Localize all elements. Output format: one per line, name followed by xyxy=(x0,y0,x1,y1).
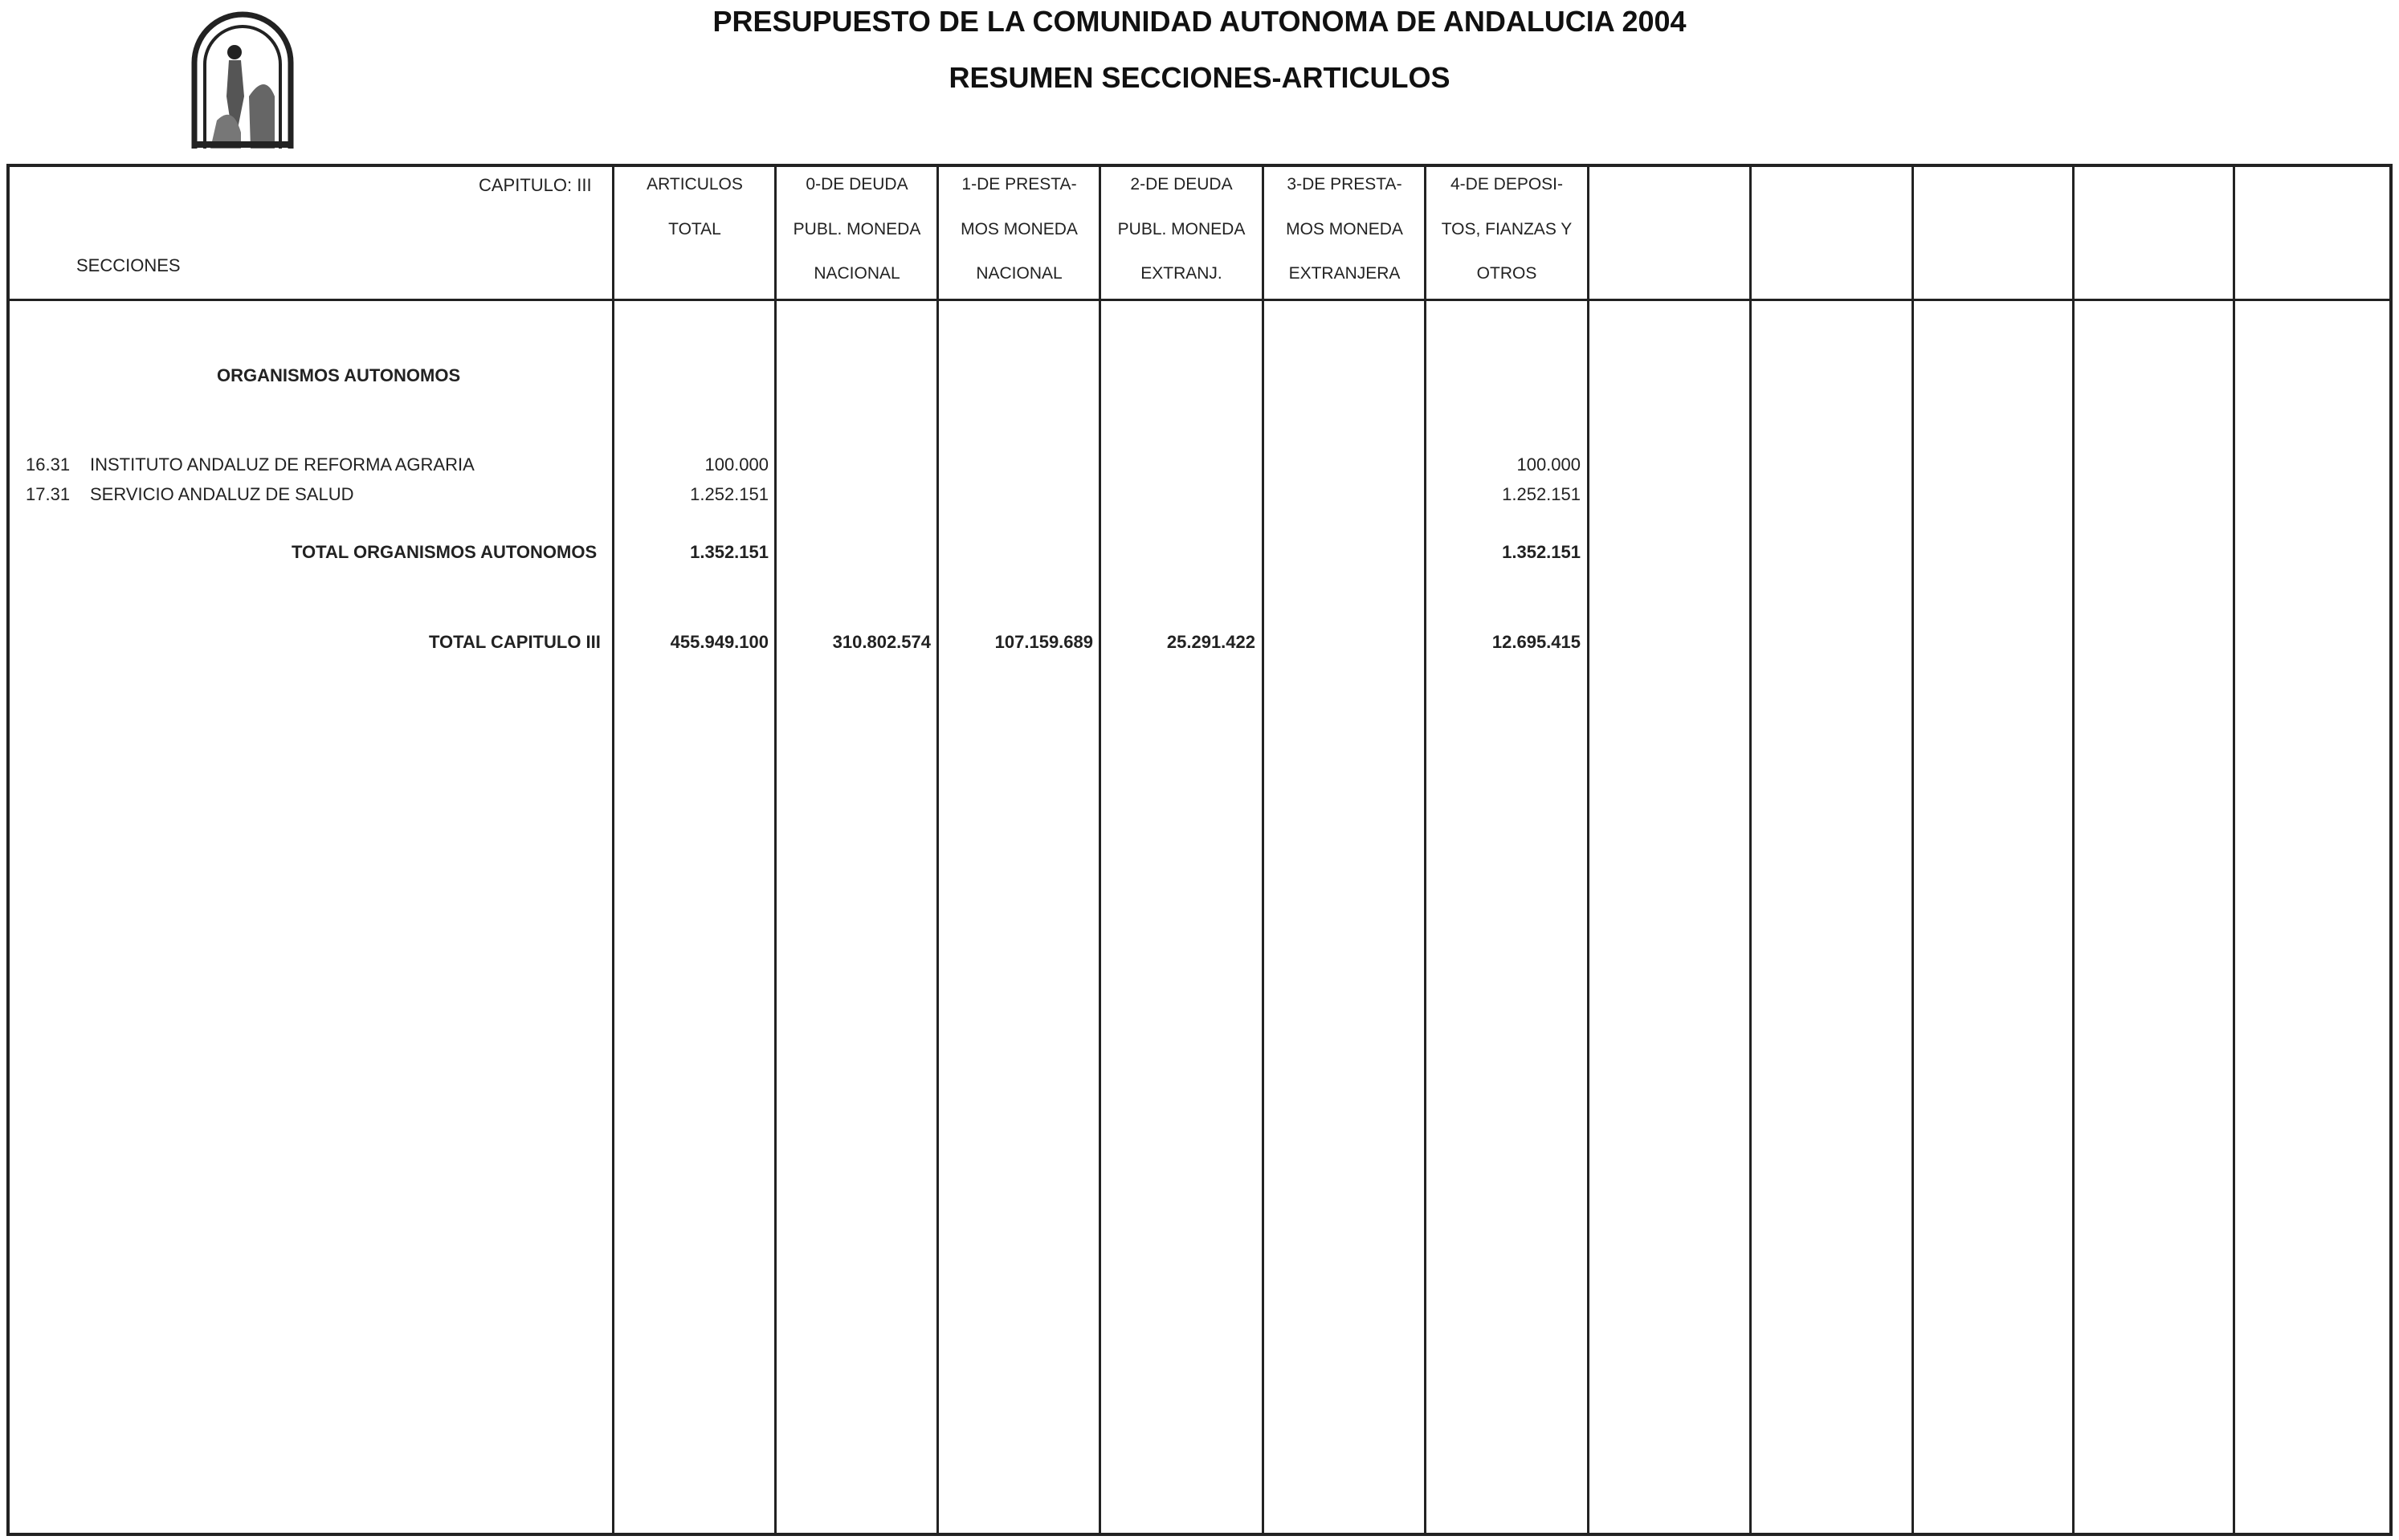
row-code: 16.31 xyxy=(26,454,71,475)
chapter-total-label: TOTAL CAPITULO III xyxy=(429,632,601,652)
chapter-total-c1: 107.159.689 xyxy=(994,632,1093,652)
chapter-total-c2: 25.291.422 xyxy=(1166,632,1255,652)
row-total: 100.000 xyxy=(704,454,769,475)
col-header-line2: TOS, FIANZAS Y xyxy=(1441,220,1573,238)
secciones-label: SECCIONES xyxy=(76,255,181,275)
row-code: 17.31 xyxy=(26,484,71,504)
column-divider xyxy=(1424,164,1426,1536)
column-divider xyxy=(936,164,939,1536)
col-header-line3: NACIONAL xyxy=(976,264,1063,283)
col-header-line1: 4-DE DEPOSI- xyxy=(1450,175,1564,194)
col-header-line1: 2-DE DEUDA xyxy=(1130,175,1233,194)
chapter-total-c0: 310.802.574 xyxy=(832,632,931,652)
column-divider xyxy=(612,164,614,1536)
row-name: INSTITUTO ANDALUZ DE REFORMA AGRARIA xyxy=(90,454,475,475)
col-header-line1: 0-DE DEUDA xyxy=(806,175,908,194)
column-divider xyxy=(1749,164,1752,1536)
header-divider xyxy=(6,299,2393,301)
row-c4: 100.000 xyxy=(1516,454,1581,475)
col-header-line2: PUBL. MONEDA xyxy=(793,220,921,238)
column-divider xyxy=(2072,164,2075,1536)
chapter-total-c4: 12.695.415 xyxy=(1491,632,1581,652)
col-header-line2: MOS MONEDA xyxy=(1286,220,1403,238)
column-divider xyxy=(1262,164,1264,1536)
group-total-label: TOTAL ORGANISMOS AUTONOMOS xyxy=(292,542,598,562)
row-c4: 1.252.151 xyxy=(1502,484,1581,504)
col-header-line1: 3-DE PRESTA- xyxy=(1287,175,1402,194)
col-header-line1: 1-DE PRESTA- xyxy=(961,175,1077,194)
col-header-line3: EXTRANJERA xyxy=(1288,264,1401,283)
row-total: 1.252.151 xyxy=(690,484,769,504)
row-name: SERVICIO ANDALUZ DE SALUD xyxy=(90,484,354,504)
col-header-line2: TOTAL xyxy=(668,220,721,238)
column-divider xyxy=(1911,164,1914,1536)
group-total-c4: 1.352.151 xyxy=(1502,542,1581,562)
column-divider xyxy=(1587,164,1589,1536)
col-header-line3: NACIONAL xyxy=(814,264,900,283)
col-header-line3: EXTRANJ. xyxy=(1140,264,1222,283)
column-divider xyxy=(774,164,777,1536)
chapter-total-value: 455.949.100 xyxy=(670,632,769,652)
page-subtitle: RESUMEN SECCIONES-ARTICULOS xyxy=(949,61,1450,94)
group-total-value: 1.352.151 xyxy=(690,542,769,562)
col-header-line1: ARTICULOS xyxy=(647,175,743,194)
column-divider xyxy=(1099,164,1101,1536)
column-divider xyxy=(2233,164,2235,1536)
col-header-line3: OTROS xyxy=(1476,264,1537,283)
col-header-line2: MOS MONEDA xyxy=(961,220,1078,238)
col-header-line2: PUBL. MONEDA xyxy=(1117,220,1246,238)
group-title: ORGANISMOS AUTONOMOS xyxy=(217,365,461,385)
page-title: PRESUPUESTO DE LA COMUNIDAD AUTONOMA DE ANDALUCIA 2004 xyxy=(712,5,1687,38)
capitulo-label: CAPITULO: III xyxy=(479,175,592,195)
